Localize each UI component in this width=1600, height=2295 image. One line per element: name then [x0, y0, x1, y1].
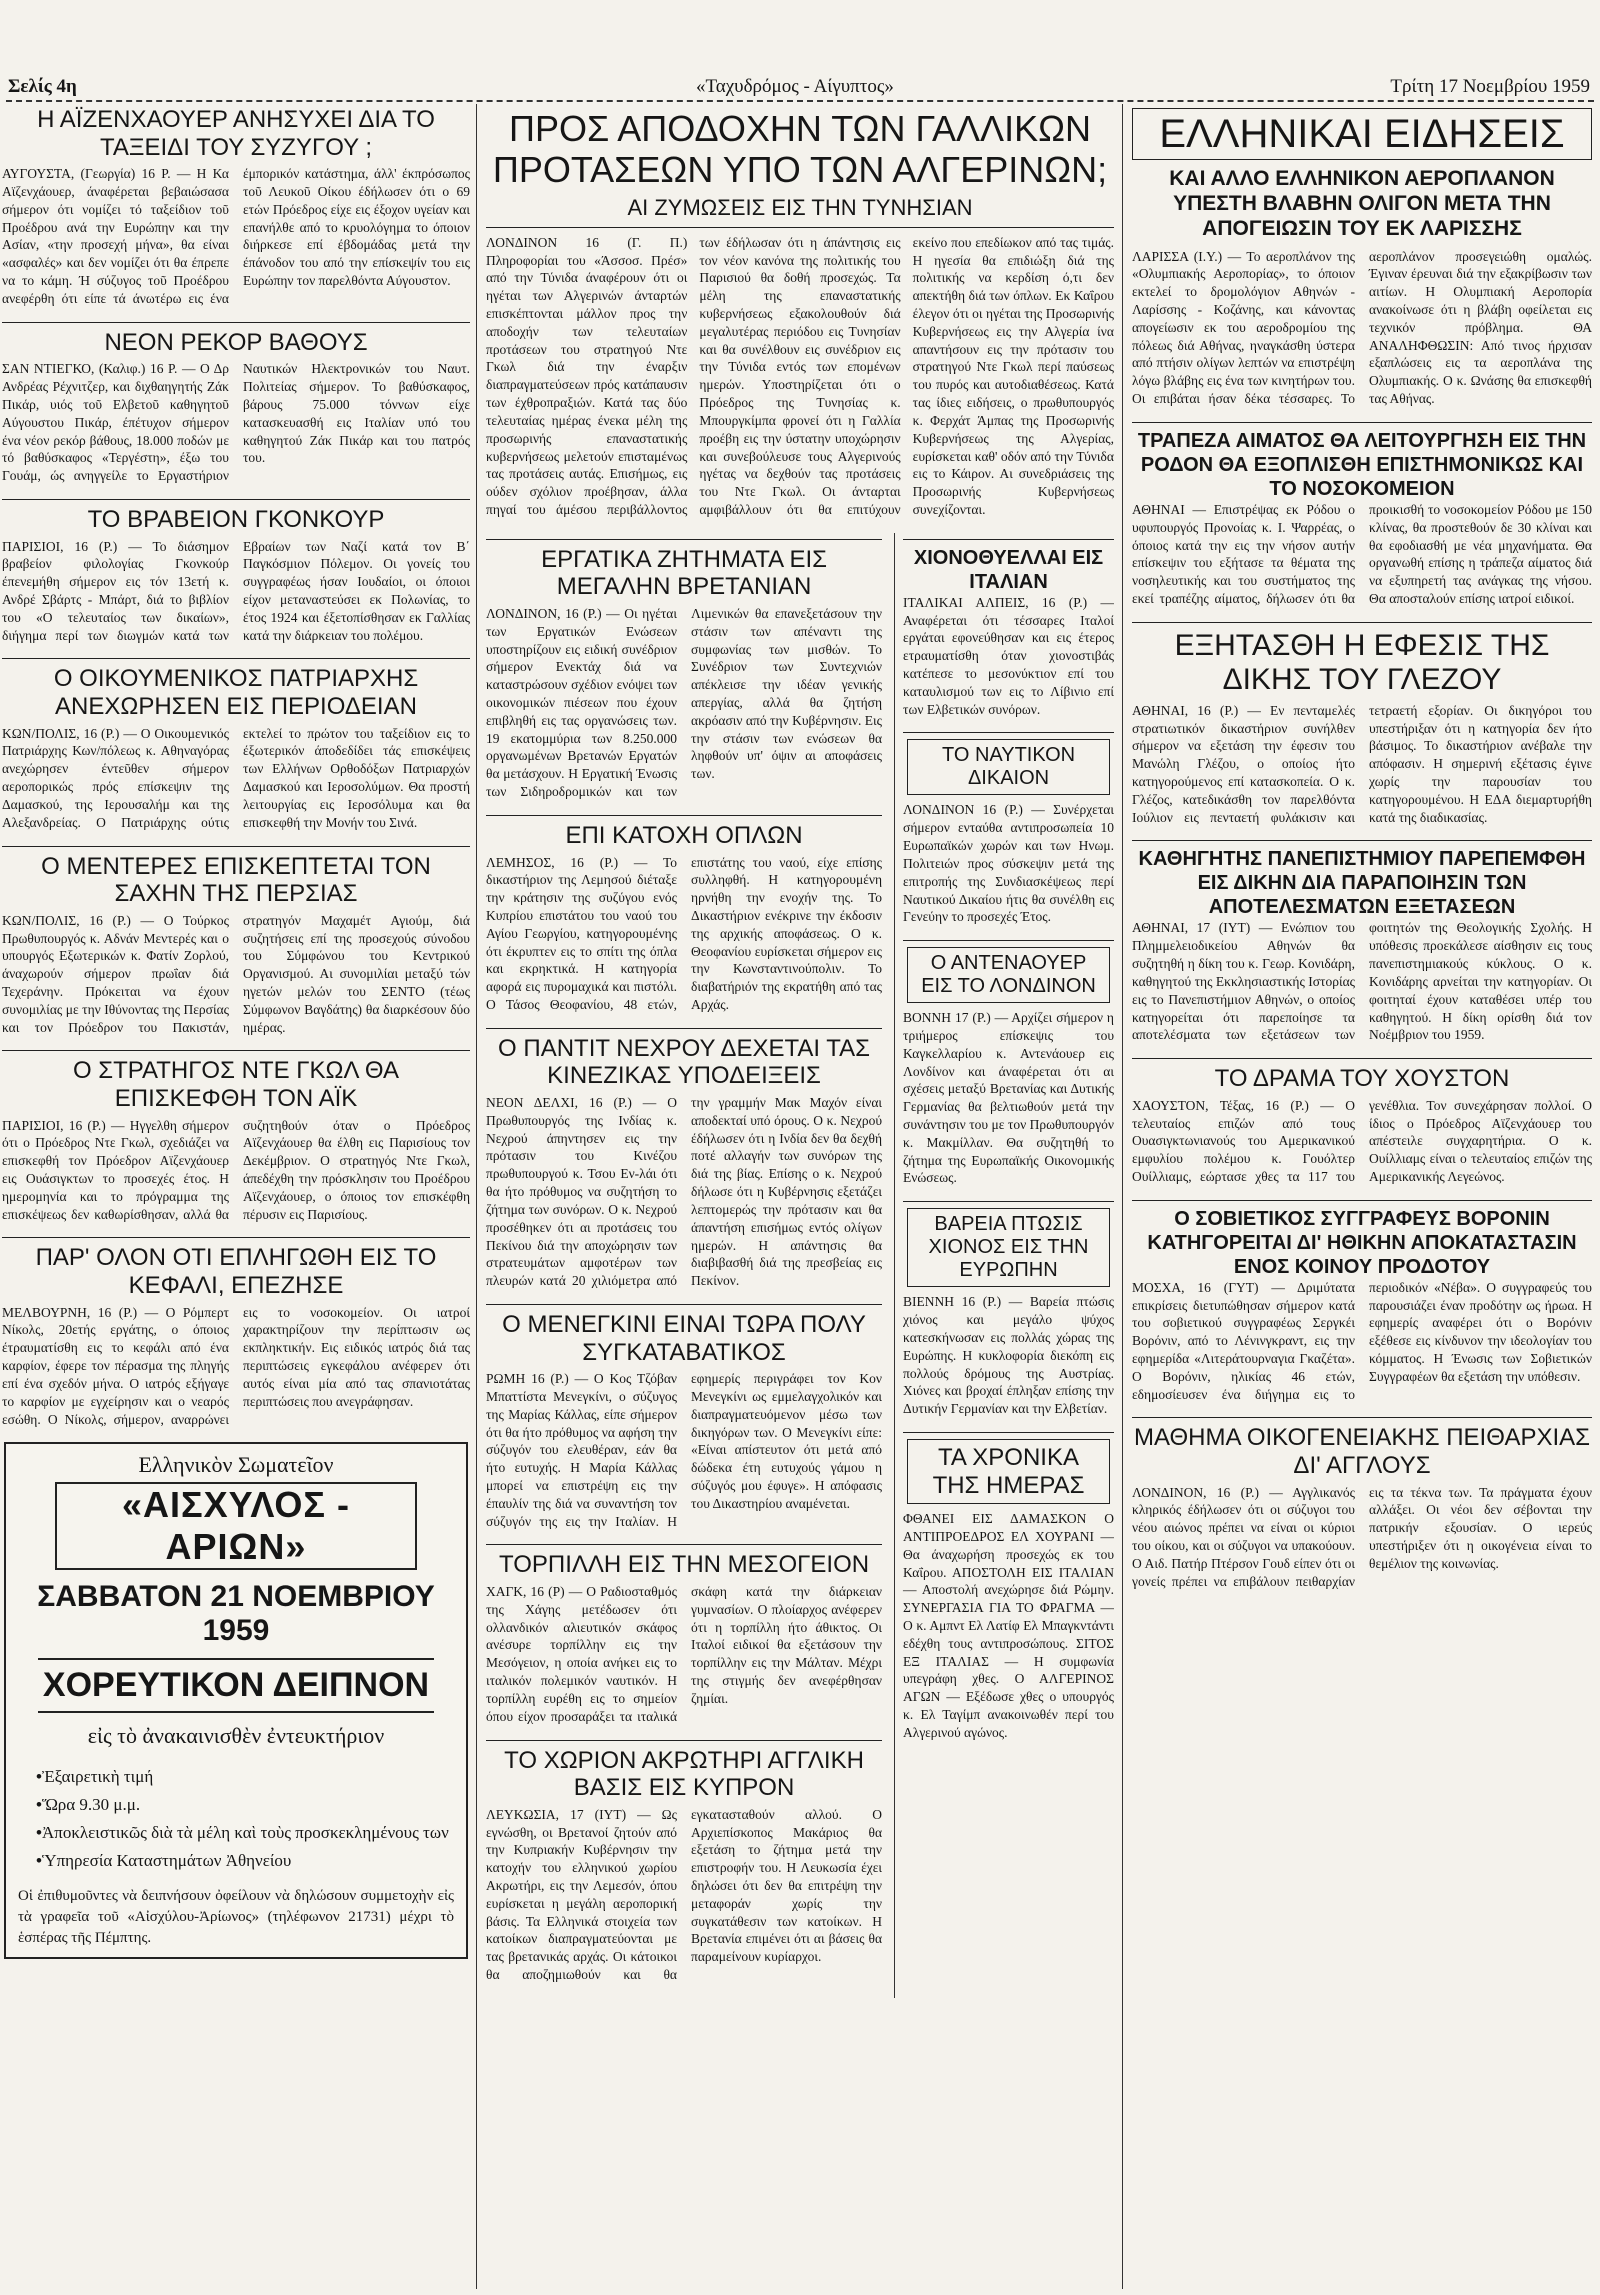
divider	[486, 227, 1114, 228]
article-snowfall	[903, 1208, 1114, 1418]
article-body: ΚΩΝ/ΠΟΛΙΣ, 16 (Ρ.) — Ο Τούρκος Πρωθυπουργός κ. Αδνάν Μεντερές και ο υπουργός Εξωτερικών κ. Φατίν Ζορλού, άναχωρούν σήμερον πρωΐαν διά Τεχεράνην. Πρόκειται να έχουν συνομιλίας με την Ιθύνοντας της Περσίας και τον Πρόεδρον του Πακιστάν, στρατηγόν Μαχαμέτ Αγιούμ, διά συζητήσεις επί της προσεχούς σύνοδου του Σύμφώνου του Κεντρικού Οργανισμού. Αι συνομιλίαι μεταξύ τών ηγετών μελών του ΣΕΝΤΟ (τέως Σύμφωνον Βαγδάτης) θα διαρκέσουν δύο ημέρας.	[2, 912, 470, 1035]
divider	[486, 1740, 882, 1741]
ad-footer: Οἱ ἐπιθυμοῦντες νὰ δειπνήσουν ὀφείλουν νὰ δηλώσουν συμμετοχὴν εἰς τὰ γραφεῖα τοῦ «Αἰσχύλου-Ἀρίωνος» (τηλέφωνον 21731) μέχρι τὸ ἑσπέρας τῆς Πέμπτης.	[18, 1887, 454, 1946]
article-headline: ΤΟ ΒΡΑΒΕΙΟΝ ΓΚΟΝΚΟΥΡ	[87, 505, 385, 533]
divider	[486, 1304, 882, 1305]
article-body: ΑΘΗΝΑΙ — Επιστρέψας εκ Ρόδου ο υφυπουργός Προνοίας κ. Ι. Ψαρρέας, ο όποιος κατά την εις την νήσον αυτήν επίσκεψιν του εξήτασε τα θέματα της νοσηλευτικής και του συστήματος της εκεί τραπέζης αίματος, δήλωσεν ότι θα προικισθή το νοσοκομείον Ρόδου με 150 κλίνας, θα προστεθούν δε 30 κλίναι και θα εφοδιασθή με νέα μηχανήματα. Θα οργανωθή επίσης η τράπεζα αίματος διά να εξυπηρετή τας ανάγκας της νήσου. Θα αποσταλούν επίσης ιατροί ειδικοί.	[1132, 501, 1592, 606]
article-eisenhower	[2, 106, 470, 308]
article-body: ΑΘΗΝΑΙ, 17 (ΙΥΤ) — Ενώπιον του Πλημμελειοδικείου Αθηνών θα συζητηθή η δίκη του κ. Γεωρ. Κονιδάρη, καθηγητού της Εκκλησιαστικής Ιστορίας εις το Πανεπιστήμιον Αθηνών, ο οποίος κατηγορείται ότι παρεποίησε τα αποτελέσματα των εξετάσεων των φοιτητών της Θεολογικής Σχολής. Η υπόθεσις προεκάλεσε αίσθησιν εις τους πανεπιστημιακούς κύκλους. Ο κ. Κονιδάρης αρνείται την κατηγορίαν. Οι φοιτηταί έχουν καταθέσει υπέρ του καθηγητού. Η δίκη ορίσθη διά τον Νοέμβριον του 1959.	[1132, 920, 1592, 1043]
article-subheadline: ΚΑΙ ΑΛΛΟ ΕΛΛΗΝΙΚΟΝ ΑΕΡΟΠΛΑΝΟΝ ΥΠΕΣΤΗ ΒΛΑΒΗΝ ΟΛΙΓΟΝ ΜΕΤΑ ΤΗΝ ΑΠΟΓΕΙΩΣΙΝ ΤΟΥ ΕΚ ΛΑΡΙΣΣΗΣ	[1169, 167, 1555, 241]
ad-date: ΣΑΒΒΑΤΟΝ 21 ΝΟΕΜΒΡΙΟΥ 1959	[37, 1580, 435, 1648]
center-main-stack	[486, 533, 882, 1998]
article-headline: ΤΟΡΠΙΛΛΗ ΕΙΣ ΤΗΝ ΜΕΣΟΓΕΙΟΝ	[498, 1551, 870, 1579]
article-glezos	[1132, 629, 1592, 827]
divider	[903, 1201, 1114, 1202]
divider	[903, 539, 1114, 540]
article-body: ΝΕΟΝ ΔΕΛΧΙ, 16 (Ρ.) — Ο Πρωθυπουργός της Ινδίας κ. Νεχρού άπηντησεν εις την πρότασιν του Κινέζου πρωθυπουργού κ. Τσου Εν-λάι ότι θα ήτο πρόθυμος να συζητήση το ζήτημα των συνόρων. Ο κ. Νεχρού προσέθηκεν ότι αι προτάσεις του Πεκίνου διά την αποχώρησιν των στρατευμάτων αμφοτέρων των πλευρών κατά 20 χιλιόμετρα από την γραμμήν Μακ Μαχόν είναι αποδεκταί υπό όρους. Ο κ. Νεχρού έδήλωσεν ότι η Ινδία δεν θα δεχθή ποτέ αλλαγήν των συνόρων της διά της βίας. Επίσης ο κ. Νεχρού δήλωσε ότι η Κυβέρνησις εξετάζει λεπτομερώς την πρότασιν και θα άπαντήση επισήμως εντός ολίγων ημερών. Η απάντησις θα διαβιβασθή διά της πρεσβείας εις Πεκίνον.	[486, 1095, 883, 1289]
dinner-dance-advertisement	[4, 1442, 468, 1958]
article-akrotiri	[486, 1747, 882, 1984]
article-body: ΑΥΓΟΥΣΤΑ, (Γεωργία) 16 Ρ. — Η Κα Αϊζενχάουερ, άναφέρεται βεβαιώσασα σήμερον ότι νομίζει τό ταξείδιον τοῦ Προέδρου ανά την Ευρώπην και την Ασίαν, «την προσεχή μήνα», θα είναι «ασφαλές» και δεν νομίζει ότι θα έπρεπε να το κάμη. Ή σύζυγος τοῦ Προέδρου ανεφέρθη ότι είπε τά άνωτέρω εις ένα έμπορικόν κατάστημα, άλλ' έκπρόσωπος τοῦ Λευκοῦ Οίκου έδήλωσεν ότι ο 69 ετών Πρόεδρος είχε εις έξοχον υγείαν και επανήλθε από το κρυολόγημα το όποιον διήρκεσε επί έβδομάδας μετά την έπάνοδον του από την επίσκεψίν του εις Ευρώπην τον παρελθόντα Αύγουστον.	[2, 166, 470, 306]
divider	[1132, 422, 1592, 423]
divider	[486, 539, 882, 540]
article-body: ΧΑΟΥΣΤΟΝ, Τέξας, 16 (Ρ.) — Ο τελευταίος επιζών από τους Ουασιγκτωνιανούς του Αμερικανικού εμφυλίου πολέμου κ. Γουόλτερ Ουίλλιαμς, εώρτασε χθες τα 117 του γενέθλια. Τον συνεχάρησαν πολλοί. Ο ίδιος ο Πρόεδρος Αϊζενχάουερ του απέστειλε συγχαρητήρια. Ο κ. Ουίλλιαμς είναι ο τελευταίος επιζών της Αμερικανικής Λεγεώνος.	[1132, 1097, 1592, 1184]
article-headline: Ο ΣΤΡΑΤΗΓΟΣ ΝΤΕ ΓΚΩΛ ΘΑ ΕΠΙΣΚΕΦΘΗ ΤΟΝ ΑΪΚ	[72, 1057, 400, 1112]
masthead	[6, 60, 1594, 102]
divider	[903, 940, 1114, 941]
article-professor-trial	[1132, 847, 1592, 1044]
ad-detail-item: • Ὑπηρεσία Καταστημάτων Ἀθηνείου	[36, 1847, 454, 1875]
article-body: ΠΑΡΙΣΙΟΙ, 16 (Ρ.) — Ηγγελθη σήμερον ότι ο Πρόεδρος Ντε Γκωλ, σχεδιάζει να επισκεφθή τον Πρόεδρον Αϊζενχάουερ εις Ουάσιγκτων το προσεχές έτος. Η ημερομηνία και το πρόγραμμα της επισκέψεως δεν καθωρίσθησαν, αλλά θα συζητηθούν όταν ο Πρόεδρος Αϊζενχάουερ θα έλθη εις Παρισίους τον Δεκέμβριον. Ο στρατηγός Ντε Γκωλ, άπεδέχθη την πρόσκλησιν του Προέδρου Αϊζενχάουερ, ο όποιος τον επισκέφθη πέρυσιν εις Παρισίους.	[2, 1117, 470, 1222]
lead-body: ΛΟΝΔΙΝΟΝ 16 (Γ. Π.) Πληροφορίαι του «Άσσοσ. Πρέσ» από την Τύνιδα άναφέρουν ότι οι ηγέται των Αλγερινών άνταρτών επισκέπτονται μάλλον προς την αποδοχήν των τελευταίων προτάσεων του στρατηγού Ντε Γκωλ διά την έναρξιν διαπραγματεύσεων πρός κατάπαυσιν των έχθροπραξιών. Κατά τας δύο τελευταίας ημέρας ένεκα μέλη της προσωρινής επαναστατικής κυβερνήσεως μελετούν επισταμένως τας προτάσεις αυτάς. Επισήμως, εις ούδεν σχόλιον προέβησαν, άλλα πηγαί του άμέσου περιβάλλοντος των έδήλωσαν ότι η άπάντησις εις τον νέον κανόνα της πολιτικής του Παρισιού θα δοθή προσεχώς. Τα μέλη της επαναστατικής κυβερνήσεως εξακολουθούν διά μεγαλυτέρας περιόδου εις Τυνησίαν και θα συνέλθουν εις συνέδριον εις την Τύνιδα εντός των επομένων ημερών. Υποστηρίζεται ότι ο Πρόεδρος της Τυνησίας κ. Μπουργκίμπα φρονεί ότι η Γαλλία προέβη εις την ύστατην υποχώρησιν και συνεβούλευσε τους Αλγερινούς ηγέτας να δεχθούν τας προτάσεις του Ντε Γκωλ. Οι άνταρται αμφιβάλλουν ότι θα επιτύχουν εκείνο που επεδίωκον από τας τιμάς. Η ηγεσία θα επιδιώξη διά της πολιτικής να κερδίση ό,τι δεν απεκτήθη διά των όπλων. Εκ Καΐρου έλεγον ότι οι ηγέται της Προσωρινής Κυβερνήσεως εις την Αλγερία ίνα απαντήσουν εις την πρότασιν του στρατηγού Ντε Γκωλ περί παύσεως του πυρός και αυτοδιαθέσεως. Κατά τας ίδιες ειδήσεις, ο πρωθυπουργός κ. Φερχάτ Άμπας της Προσωρινής Κυβερνήσεως της Αλγερίας, ευρίσκεται καθ' οδόν από την Τύνιδα εις το Κάιρον. Αι συνεδριάσεις της Προσωρινής Κυβερνήσεως συνεχίζονται.	[486, 234, 1114, 517]
column-rule	[476, 104, 477, 2289]
divider	[486, 1028, 882, 1029]
column-center	[486, 104, 1114, 2284]
section-headline: ΕΛΛΗΝΙΚΑΙ ΕΙΔΗΣΕΙΣ	[1132, 108, 1592, 160]
article-body: ΚΩΝ/ΠΟΛΙΣ, 16 (Ρ.) — Ο Οικουμενικός Πατριάρχης Κων/πόλεως κ. Αθηναγόρας ανεχώρησεν έντεῦθεν σήμερον αεροπορικώς πρός επίσκεψιν της Δαμασκού, της Ιερουσαλήμ και της Αλεξανδρείας. Ο Πατριάρχης ούτις εκτελεί το πρώτον του ταξείδιον εις το έξωτερικόν άποδεδίδει τάς επισκέψεις των Ελλήνων Ορθοδόξων Πατριαρχών Δαμασκού και Ιεροσολύμων. Θα προστή λειτουργίας εις Ιεροσόλυμα και θα επισκεφθή την Μονήν του Σινά.	[2, 725, 470, 830]
column-right	[1132, 104, 1592, 2284]
divider	[2, 499, 470, 500]
article-body: ΦΘΑΝΕΙ ΕΙΣ ΔΑΜΑΣΚΟΝ Ο ΑΝΤΙΠΡΟΕΔΡΟΣ ΕΛ ΧΟΥΡΑΝΙ — Θα άναχωρήση προσεχώς εκ του Καΐρου. ΑΠΟΣΤΟΛΗ ΕΙΣ ΙΤΑΛΙΑΝ — Αποστολή ανεχώρησε διά Ρώμην. ΣΥΝΕΡΓΑΣΙΑ ΓΙΑ ΤΟ ΦΡΑΓΜΑ — Ο κ. Αμπντ Ελ Λατίφ Ελ Μπαγκντάντι εδέχθη τους αντιπροσώπους. ΣΙΤΟΣ ΕΞ ΙΤΑΛΙΑΣ — Η συμφωνία υπεγράφη χθες. Ο ΑΛΓΕΡΙΝΟΣ ΑΓΩΝ — Εξέδωσε χθες ο υπουργός κ. Ελ Ταγίμπ ανακοινωθέν περί του Αλγερινού αγώνος.	[903, 1511, 1114, 1740]
ad-venue: εἰς τὸ ἀνακαινισθὲν ἐντευκτήριον	[87, 1723, 385, 1749]
article-maritime-law	[903, 739, 1114, 926]
ad-detail-item: • Ἀποκλειστικῶς διὰ τὰ μέλη καὶ τοὺς προσκεκλημένους των	[36, 1819, 454, 1847]
article-algeria-lead	[486, 108, 1114, 519]
article-headline: Ο ΟΙΚΟΥΜΕΝΙΚΟΣ ΠΑΤΡΙΑΡΧΗΣ ΑΝΕΧΩΡΗΣΕΝ ΕΙΣ ΠΕΡΙΟΔΕΙΑΝ	[53, 665, 419, 721]
page-number: Σελίς 4η	[8, 76, 77, 97]
center-side-stack	[894, 533, 1114, 1998]
divider	[2, 1237, 470, 1238]
article-body: ΧΑΓΚ, 16 (Ρ) — Ο Ραδιοσταθμός της Χάγης μετέδωσεν ότι ολλανδικόν αλιευτικόν σκάφος ανέσυρε τορπίλλην εις την Μεσόγειον, η οποία ανήκει εις το ιταλικόν πολεμικόν ναυτικόν. Η τορπίλλη ευρέθη εις το σημείον όπου είχον προσαράξει τα ιταλικά σκάφη κατά την διάρκειαν γυμνασίων. Ο πλοίαρχος ανέφερεν ότι η τορπίλλη ήτο άθικτος. Οι Ιταλοί ειδικοί θα εξετάσουν την τορπίλλην εις την Μάλταν. Μέχρι της στιγμής δεν ανεφέρθησαν ζημίαι.	[486, 1584, 883, 1724]
article-headline: ΕΡΓΑΤΙΚΑ ΖΗΤΗΜΑΤΑ ΕΙΣ ΜΕΓΑΛΗΝ ΒΡΕΤΑΝΙΑΝ	[541, 545, 827, 601]
article-headline: ΚΑΘΗΓΗΤΗΣ ΠΑΝΕΠΙΣΤΗΜΙΟΥ ΠΑΡΕΠΕΜΦΘΗ ΕΙΣ ΔΙΚΗΝ ΔΙΑ ΠΑΡΑΠΟΙΗΣΙΝ ΤΩΝ ΑΠΟΤΕΛΕΣΜΑΤΩΝ ΕΞΕΤΑΣΕΩΝ	[1138, 848, 1586, 919]
article-family-discipline	[1132, 1424, 1592, 1590]
article-voronin	[1132, 1207, 1592, 1404]
article-headline: Ο ΣΟΒΙΕΤΙΚΟΣ ΣΥΓΓΡΑΦΕΥΣ ΒΟΡΟΝΙΝ ΚΑΤΗΓΟΡΕΙΤΑΙ ΔΙ' ΗΘΙΚΗΝ ΑΠΟΚΑΤΑΣΤΑΣΙΝ ΕΝΟΣ ΚΟΙΝΟΥ ΠΡΟΔΟΤΟΥ	[1147, 1207, 1577, 1278]
article-body: ΜΟΣΧΑ, 16 (ΓΥΤ) — Δριμύτατα επικρίσεις διετυπώθησαν σήμερον κατά του σοβιετικού συγγραφέως Σεργκέι Βορόνιν, από το Λένινγκραντ, εις την εφημερίδα «Λιτεράτουρναγια Γκαζέτα». Ο Βορόνιν, ηλικίας 46 ετών, εδημοσίευσεν ένα διήγημα εις το περιοδικόν «Νέβα». Ο συγγραφεύς του παρουσιάζει έναν προδότην ως ήρωα. Η εφημερίς αναφέρει ότι ο Βορόνιν εξέθεσε εις κίνδυνον την ιδεολογίαν του κόμματος. Η Ένωσις των Σοβιετικών Συγγραφέων θα εξετάση την υπόθεσιν.	[1132, 1279, 1592, 1402]
article-body: ΛΑΡΙΣΣΑ (Ι.Υ.) — Το αεροπλάνον της «Ολυμπιακής Αεροπορίας», το όποιον εκτελεί το δρομολόγιον Αθηνών - Λαρίσσης - Κοζάνης, και κάνοντας απογείωσιν εκ του αεροδρομίου της πόλεως διά Αθήνας, ηναγκάσθη ύστερα από πτήσιν ολίγων λεπτών να επιστρέψη λόγω βλάβης εις ένα των κινητήρων του. Οι επιβάται ήσαν δέκα τέσσαρες. Το αεροπλάνον προσεγειώθη ομαλώς. Έγιναν έρευναι διά την εξακρίβωσιν των αιτίων. Η Ολυμπιακή Αεροπορία ανακοίνωσε ότι η βλάβη οφείλεται εις τεχνικόν πρόβλημα. ΘΑ ΑΝΑΛΗΦΘΩΣΙΝ: Από τινος ήρχισαν εξαπλώσεις εις τα αεροπλάνα της Ολυμπιακής. Ο κ. Ωνάσης θα επισκεφθή τας Αθήνας.	[1132, 248, 1592, 407]
divider	[486, 1544, 882, 1545]
article-greek-news	[1132, 108, 1592, 408]
center-split	[486, 533, 1114, 1998]
divider	[2, 1050, 470, 1051]
article-torpedo	[486, 1551, 882, 1725]
article-adenauer	[903, 947, 1114, 1187]
article-headline: Η ΑΪΖΕΝΧΑΟΥΕΡ ΑΝΗΣΥΧΕΙ ΔΙΑ ΤΟ ΤΑΞΕΙΔΙ ΤΟΥ ΣΥΖΥΓΟΥ ;	[37, 106, 435, 161]
article-body: ΛΟΝΔΙΝΟΝ, 16 (Ρ.) — Οι ηγέται των Εργατικών Ενώσεων υποστηρίζουν εις ειδική συνέδριον σήμερον Ενεκτάχ διά να καταστρώσουν σχέδιον ενόψει των οικονομικών πιέσεων που έχουν επιβληθή εις τας οργανώσεις των. 19 εκατομμύρια των 8.250.000 οργανωμένων Βρετανών Εργατών θα μετάσχουν. Η Εργατική Ένωσις των Σιδηροδρομικών και των Λιμενικών θα επανεξετάσουν την στάσιν των απέναντι της συμφωνίας των μισθών. Το Συνέδριον των Συντεχνιών απέκλεισε την ιδέαν γενικής απεργίας, αλλά θα ζητήση ακρόασιν από την Κυβέρνησιν. Εις την στάσιν των ενώσεων θα ληφθούν υπ' όψιν αι αποφάσεις των.	[486, 605, 883, 800]
article-headline: ΕΞΗΤΑΣΘΗ Η ΕΦΕΣΙΣ ΤΗΣ ΔΙΚΗΣ ΤΟΥ ΓΛΕΖΟΥ	[1174, 628, 1550, 697]
divider	[1132, 1200, 1592, 1201]
ad-details-list	[18, 1763, 454, 1875]
article-labour-britain	[486, 546, 882, 801]
divider	[1132, 840, 1592, 841]
divider	[2, 846, 470, 847]
article-headline: Ο ΑΝΤΕΝΑΟΥΕΡ ΕΙΣ ΤΟ ΛΟΝΔΙΝΟΝ	[907, 947, 1110, 1003]
article-body: ΙΤΑΛΙΚΑΙ ΑΛΠΕΙΣ, 16 (Ρ.) — Αναφέρεται ότι τέσσαρες Ιταλοί εργάται εφονεύθησαν και εις έτερος ετραυματίσθη όταν χιονοστιβάς κατέπεσε το μεσονύκτιον επί του καταυλισμού των εις το Λίβινιο επί των Ελβετικών συνόρων.	[903, 594, 1114, 717]
article-body: ΛΕΜΗΣΟΣ, 16 (Ρ.) — Το δικαστήριον της Λεμησού διέταξε την κράτησιν της συζύγου ενός Κυπρίου επιστάτου του ναού του Αγίου Γεωργίου, κατηγορουμένης ότι έκρυπτεν εις το σπίτι της όπλα και εκρηκτικά. Η κατηγορία αφορά εις πυρομαχικά και πιστόλι. Ο Τάσος Θεοφανίου, 48 ετών, επιστάτης του ναού, είχε επίσης συλληφθή. Η κατηγορουμένη ηρνήθη την ενοχήν της. Το Δικαστήριον ενέκρινε την έκδοσιν της αρχικής αποφάσεως. Ο κ. Θεοφανίου ευρίσκεται σήμερον εις την Κωνσταντινούπολιν. Το διαβατήριόν της εκρατήθη από τας Αρχάς.	[486, 854, 883, 1012]
article-body: ΒΙΕΝΝΗ 16 (Ρ.) — Βαρεία πτώσις χιόνος και μεγάλο ψύχος κατεσκήνωσαν εις πολλάς χώρας της Ευρώπης. Η κυκλοφορία διεκόπη εις πολλούς δρόμους της Αυστρίας. Χιόνες και βροχαί έπληξαν επίσης την Δυτικήν Γερμανίαν και την Ελβετίαν.	[903, 1294, 1114, 1417]
article-headline: ΝΕΟΝ ΡΕΚΟΡ ΒΑΘΟΥΣ	[104, 328, 368, 356]
article-body: ΛΕΥΚΩΣΙΑ, 17 (ΙΥΤ) — Ως εγνώσθη, οι Βρετανοί ζητούν από την Κυπριακήν Κυβέρνησιν την κατοχήν του ελληνικού χωρίου Ακρωτήρι, εις την Λεμεσόν, όπου ευρίσκεται η μεγάλη αεροπορική βάσις. Τα Ελληνικά στοιχεία των κατοίκων διαπραγματεύονται με τας βρετανικάς αρχάς. Οι κάτοικοι θα αποζημιωθούν και θα εγκατασταθούν αλλού. Ο Αρχιεπίσκοπος Μακάριος θα εξετάση το ζήτημα μετά την επιστροφήν του. Η Λευκωσία έχει δηλώσει ότι δεν θα επιτρέψη την μεταφοράν χωρίς την συγκατάθεσιν των κατοίκων. Η Βρετανία επιμένει ότι αι βάσεις θα παραμείνουν κυρίαρχοι.	[486, 1806, 883, 1983]
article-body: ΜΕΛΒΟΥΡΝΗ, 16 (Ρ.) — Ο Ρόμπερτ Νίκολς, 20ετής εργάτης, ο όποιος έτραυματίσθη εις το κεφάλι από ένα καρφίον, έφερε τον πέρασμα της πληγής επί ένα σχεδόν μήνα. Ο ιατρός εξήγαγε το καρφίον με εγχείρησιν και ο νεαρός εσώθη. Ο Νίκολς, σήμερον, αναρρώνει εις το νοσοκομείον. Οι ιατροί χαρακτηρίζουν την περίπτωσιν ως εκπληκτικήν. Εις ειδικός ιατρός διά τας περιπτώσεις εγκεφάλου ανέφερεν ότι αυτός είναι μία από τας σπανιοτάτας περιπτώσεις που ανεγράφησαν.	[2, 1304, 470, 1427]
article-head-wound	[2, 1244, 470, 1428]
article-body: ΡΩΜΗ 16 (Ρ.) — Ο Κος Τζόβαν Μπαττίστα Μενεγκίνι, ο σύζυγος της Μαρίας Κάλλας, είπε σήμερον ότι θα ήτο πρόθυμος να αφήση την σύζυγόν του ελευθέραν, εάν θα ήτο ευτυχής. Η Μαρία Κάλλας μπορεί να επιστρέψη εις την έπαυλίν της διά να συναντήση τον σύζυγόν της εις την Ιταλίαν. Η εφημερίς περιγράφει τον Κον Μενεγκίνι ως εμμελαγχολικόν και διαπραγματευόμενον μέσω των δικηγόρων των. Ο Μενεγκίνι είπε: «Είναι απίστευτον ότι μετά από δώδεκα έτη ευτυχούς γάμου η σύζυγός μου έφυγε». Η απόφασις του Δικαστηρίου αναμένεται.	[486, 1371, 883, 1529]
divider	[1132, 622, 1592, 623]
article-headline: ΜΑΘΗΜΑ ΟΙΚΟΓΕΝΕΙΑΚΗΣ ΠΕΙΘΑΡΧΙΑΣ ΔΙ' ΑΓΓΛΟΥΣ	[1134, 1424, 1590, 1480]
article-body: ΣΑΝ ΝΤΙΕΓΚΟ, (Καλιφ.) 16 Ρ. — Ο Δρ Ανδρέας Ρέχνιτζερ, και διχθαηγητής Ζάκ Πικάρ, υιός τοῦ Ελβετοῦ καθηγητοῦ Αύγουστου Πικάρ, έπέτυχον σήμερον ένα νέον ρεκόρ βάθους, 18.000 ποδών με τό βαθύσκαφος «Τεργέστη», έξω του Γουάμ, ώς ανηγγείλε το Εργαστήριον Ναυτικών Ηλεκτρονικών του Ναυτ. Πολιτείας σήμερον. Το βαθύσκαφος, βάρους 75.000 τόννων είχε κατασκευασθή εις Ιταλίαν υπό του καθηγητού Ζάκ Πικάρ και του πατρός του.	[2, 361, 470, 484]
article-headline: ΤΟ ΔΡΑΜΑ ΤΟΥ ΧΟΥΣΤΟΝ	[1214, 1065, 1510, 1093]
article-nehru	[486, 1035, 882, 1290]
article-headline: ΒΑΡΕΙΑ ΠΤΩΣΙΣ ΧΙΟΝΟΣ ΕΙΣ ΤΗΝ ΕΥΡΩΠΗΝ	[907, 1208, 1110, 1287]
ad-detail-item: • Ἐξαιρετικὴ τιμή	[36, 1763, 454, 1791]
divider	[903, 732, 1114, 733]
article-body: ΠΑΡΙΣΙΟΙ, 16 (Ρ.) — Το διάσημον βραβείον φιλολογίας Γκονκούρ έπενεμήθη σήμερον εις τόν 13ετή κ. Ανδρέ Σβάρτς - Μπάρτ, διά το βιβλίον του «Ο τελευταίος των δικαίων», διήγημα περί των διωγμών κατά των Εβραίων των Ναζί κατά τον Β΄ Παγκόσμιον Πόλεμον. Οι γονείς του συγγραφέως ήσαν Ιουδαίοι, οι όποιοι είχον μεταναστεύσει εκ Πολωνίας, το έτος 1924 και έξετοπίσθησαν εκ Γαλλίας κατά την διάρκειαν του πολέμου.	[2, 538, 470, 643]
article-menderes	[2, 853, 470, 1037]
ad-detail-item: • Ὥρα 9.30 μ.μ.	[36, 1791, 454, 1819]
article-houston	[1132, 1065, 1592, 1186]
article-headline: ΕΠΙ ΚΑΤΟΧΗ ΟΠΛΩΝ	[565, 821, 803, 849]
article-patriarch	[2, 665, 470, 831]
article-arms-possession	[486, 822, 882, 1014]
article-meneghini	[486, 1311, 882, 1531]
article-goncourt	[2, 506, 470, 644]
newspaper-name: «Ταχυδρόμος - Αίγυπτος»	[696, 76, 894, 97]
article-headline: Ο ΜΕΝΤΕΡΕΣ ΕΠΙΣΚΕΠΤΕΤΑΙ ΤΟΝ ΣΑΧΗΝ ΤΗΣ ΠΕΡΣΙΑΣ	[41, 852, 431, 908]
article-depth-record	[2, 329, 470, 485]
issue-date: Τρίτη 17 Νοεμβρίου 1959	[1390, 76, 1590, 97]
article-body: ΛΟΝΔΙΝΟΝ, 16 (Ρ.) — Αγγλικανός κληρικός έδήλωσεν ότι οι σύζυγοι του νέου αιώνος πρέπει να είναι οι κύριοι του οίκου, και οι σύζυγοι να υπακούουν. Ο Αιδ. Πατήρ Πτέρσον Γουδ είπεν ότι οι γονείς πρέπει να επιβάλουν πειθαρχίαν εις τα τέκνα των. Τα πράγματα έχουν αλλάξει. Οι νέοι δεν σέβονται την πατρικήν εξουσίαν. Ο ιερεύς υπεστήριξεν ότι η οικογένεια είναι το θεμέλιον της κοινωνίας.	[1132, 1484, 1592, 1589]
article-headline: ΠΑΡ' ΟΛΟΝ ΟΤΙ ΕΠΛΗΓΩΘΗ ΕΙΣ ΤΟ ΚΕΦΑΛΙ, ΕΠΕΖΗΣΕ	[35, 1244, 437, 1300]
article-headline: ΤΟ ΧΩΡΙΟΝ ΑΚΡΩΤΗΡΙ ΑΓΓΛΙΚΗ ΒΑΣΙΣ ΕΙΣ ΚΥΠΡΟΝ	[504, 1746, 864, 1802]
article-avalanche	[903, 546, 1114, 719]
article-blood-bank	[1132, 429, 1592, 608]
lead-subheadline: ΑΙ ΖΥΜΩΣΕΙΣ ΕΙΣ ΤΗΝ ΤΥΝΗΣΙΑΝ	[627, 194, 973, 220]
article-body: ΒΟΝΝΗ 17 (Ρ.) — Αρχίζει σήμερον η τριήμερος επίσκεψις του Καγκελλαρίου κ. Αντενάουερ εις Λονδίνον και άναφέρεται ότι αι σχέσεις μεταξύ Βρετανίας και Δυτικής Γερμανίας θα βελτιωθούν μετά την συνάντησιν του με τον Πρωθυπουργόν κ. Μακμίλλαν. Θα συζητηθή το ζήτημα της Ευρωπαϊκής Οικονομικής Ενώσεως.	[903, 1010, 1114, 1186]
article-body: ΛΟΝΔΙΝΟΝ 16 (Ρ.) — Συνέρχεται σήμερον ενταύθα αντιπροσωπεία 10 Ευρωπαϊκών χωρών και των Ηνωμ. Πολιτειών προς σύσκεψιν μετά της επιτροπής της Συνδιασκέψεως περί Ναυτικού Δικαίου ήτις θα συνέλθη εις Γενεύην το προσεχές Έτος.	[903, 802, 1114, 925]
column-rule	[1122, 104, 1123, 2289]
divider	[903, 1432, 1114, 1433]
lead-headline: ΠΡΟΣ ΑΠΟΔΟΧΗΝ ΤΩΝ ΓΑΛΛΙΚΩΝ ΠΡΟΤΑΣΕΩΝ ΥΠΟ ΤΩΝ ΑΛΓΕΡΙΝΩΝ;	[492, 108, 1108, 191]
article-headline: ΤΑ ΧΡΟΝΙΚΑ ΤΗΣ ΗΜΕΡΑΣ	[907, 1439, 1110, 1504]
ad-organization: Ελληνικὸν Σωματεῖον	[138, 1452, 334, 1478]
article-headline: ΤΡΑΠΕΖΑ ΑΙΜΑΤΟΣ ΘΑ ΛΕΙΤΟΥΡΓΗΣΗ ΕΙΣ ΤΗΝ ΡΟΔΟΝ ΘΑ ΕΞΟΠΛΙΣΘΗ ΕΠΙΣΤΗΜΟΝΙΚΩΣ ΚΑΙ ΤΟ ΝΟΣΟΚΟΜΕΙΟΝ	[1137, 429, 1587, 500]
article-headline: ΧΙΟΝΟΘΥΕΛΛΑΙ ΕΙΣ ΙΤΑΛΙΑΝ	[913, 546, 1104, 593]
article-headline: ΤΟ ΝΑΥΤΙΚΟΝ ΔΙΚΑΙΟΝ	[907, 739, 1110, 795]
article-headline: Ο ΠΑΝΤΙΤ ΝΕΧΡΟΥ ΔΕΧΕΤΑΙ ΤΑΣ ΚΙΝΕΖΙΚΑΣ ΥΠΟΔΕΙΞΕΙΣ	[498, 1034, 870, 1090]
divider	[2, 658, 470, 659]
ad-club-name: «ΑΙΣΧΥΛΟΣ - ΑΡΙΩΝ»	[55, 1482, 417, 1570]
divider	[1132, 1417, 1592, 1418]
ad-event-title: ΧΟΡΕΥΤΙΚΟΝ ΔΕΙΠΝΟΝ	[38, 1658, 434, 1713]
column-left	[2, 104, 470, 2284]
divider	[486, 815, 882, 816]
article-chronicle	[903, 1439, 1114, 1742]
article-body: ΑΘΗΝΑΙ, 16 (Ρ.) — Εν πενταμελές στρατιωτικόν δικαστήριον συνήλθεν σήμερον να εξετάση την έφεσιν του Μανώλη Γλέζου, ο οποίος ήτο κατηγορούμενος επί κατασκοπεία. Ο κ. Γλέζος, κατεδικάσθη τον παρελθόντα Ιούλιον εις πενταετή φυλάκισιν και τετραετή εξορίαν. Οι δικηγόροι του υπεστήριξαν ότι η κατηγορία δεν ήτο βάσιμος. Το δικαστήριον ανέβαλε την απόφασιν. Η σημερινή εξέτασις έγινε χωρίς την παρουσίαν του κατηγορουμένου. Η ΕΔΑ διεμαρτυρήθη κατά της διαδικασίας.	[1132, 702, 1592, 825]
article-headline: Ο ΜΕΝΕΓΚΙΝΙ ΕΙΝΑΙ ΤΩΡΑ ΠΟΛΥ ΣΥΓΚΑΤΑΒΑΤΙΚΟΣ	[502, 1310, 866, 1366]
divider	[1132, 1058, 1592, 1059]
divider	[2, 322, 470, 323]
article-de-gaulle	[2, 1057, 470, 1223]
